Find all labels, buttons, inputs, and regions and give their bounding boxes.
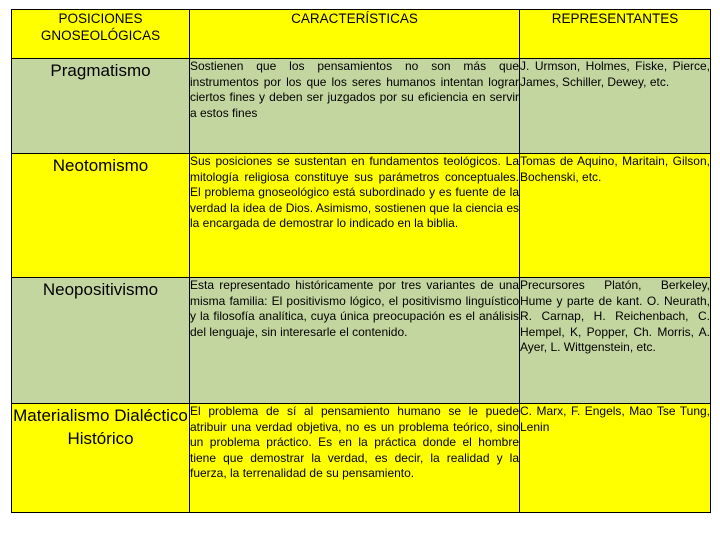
table-row — [12, 154, 711, 278]
table-row — [12, 59, 711, 154]
row-caracteristicas: Sostienen que los pensamientos no son más que instrumentos por los que los seres humanos intentan lograr ciertos fines y deben ser juzgados por su eficiencia en servir a estos fines — [190, 59, 520, 154]
row-representantes: J. Urmson, Holmes, Fiske, Pierce, James, Schiller, Dewey, etc. — [520, 59, 711, 154]
row-posicion: Pragmatismo — [12, 59, 190, 154]
row-posicion: Materialismo Dialéctico Histórico — [12, 404, 190, 513]
header-caracteristicas: CARACTERÍSTICAS — [190, 10, 520, 59]
row-representantes: Tomas de Aquino, Maritain, Gilson, Bochenski, etc. — [520, 154, 711, 278]
header-row — [12, 10, 711, 59]
row-posicion: Neopositivismo — [12, 278, 190, 404]
row-caracteristicas: El problema de sí al pensamiento humano se le puede atribuir una verdad objetiva, no es un problema teórico, sino un problema práctico. Es en la práctica donde el hombre tiene que demostrar la verdad, es decir, la realidad y la fuerza, la terrenalidad de su pensamiento. — [190, 404, 520, 513]
row-caracteristicas: Sus posiciones se sustentan en fundamentos teológicos. La mitología religiosa constituye sus parámetros conceptuales. El problema gnoseológico está subordinado y es fuente de la verdad la idea de Dios. Asimismo, sostienen que la ciencia es la encargada de demostrar lo indicado en la biblia. — [190, 154, 520, 278]
row-representantes: C. Marx, F. Engels, Mao Tse Tung, Lenin — [520, 404, 711, 513]
row-posicion: Neotomismo — [12, 154, 190, 278]
row-caracteristicas: Esta representado históricamente por tres variantes de una misma familia: El positivismo lógico, el positivismo linguístico y la filosofía analítica, cuya única preocupación es el análisis del lenguaje, sin interesarle el contenido. — [190, 278, 520, 404]
header-representantes: REPRESENTANTES — [520, 10, 711, 59]
header-posiciones: POSICIONES GNOSEOLÓGICAS — [12, 10, 190, 59]
gnoseology-table — [11, 9, 711, 513]
table-row — [12, 278, 711, 404]
row-representantes: Precursores Platón, Berkeley, Hume y parte de kant. O. Neurath, R. Carnap, H. Reichenbach, C. Hempel, K, Popper, Ch. Morris, A. Ayer, L. Wittgenstein, etc. — [520, 278, 711, 404]
table-row — [12, 404, 711, 513]
